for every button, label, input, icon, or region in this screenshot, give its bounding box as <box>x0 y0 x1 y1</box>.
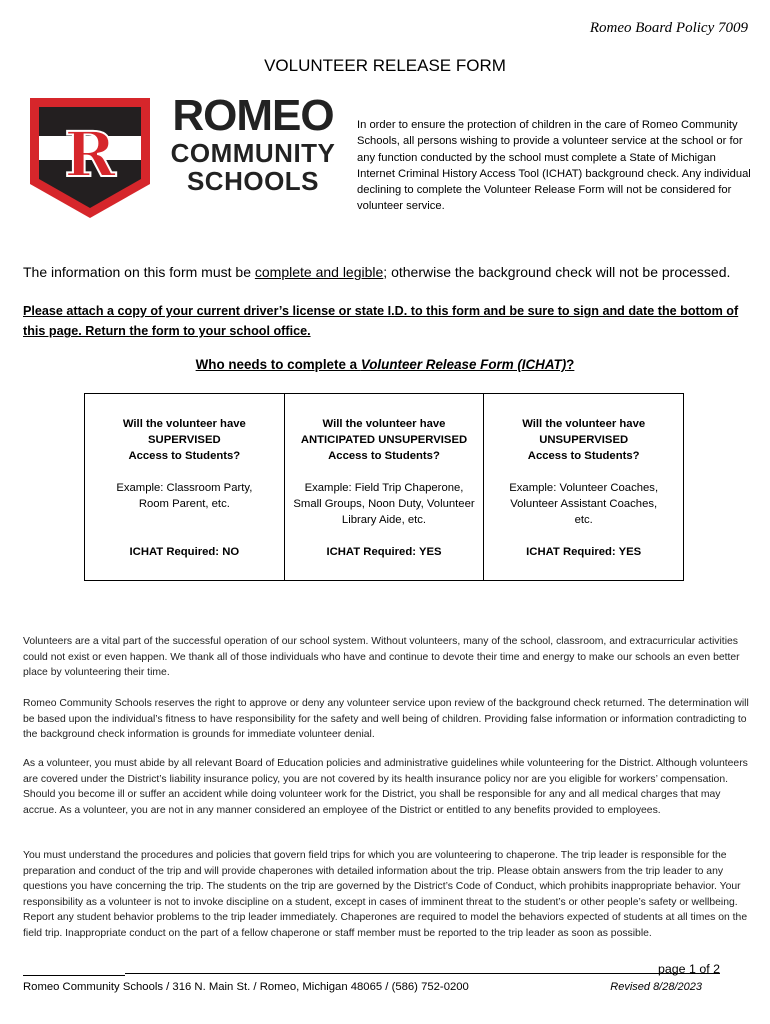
column-heading <box>484 416 683 464</box>
form-title: VOLUNTEER RELEASE FORM <box>264 56 506 75</box>
wordmark-line-3: SCHOOLS <box>186 166 320 196</box>
wordmark-line-2: COMMUNITY <box>170 138 336 168</box>
column-heading <box>85 416 284 464</box>
paragraph-policies-insurance: As a volunteer, you must abide by all relevant Board of Education policies and administrative guidelines while volunteering for the District. Although volunteers are covered under the District’s liability insurance policy, you are not covered by its health insurance policy nor are you eligible for workers’ compensation. Should you become ill or suffer an accident while doing volunteer work for the District, you shall be responsible for any and all medical charges that may accrue. As a volunteer, you are not in any manner considered an employee of the District or entitled to any benefits provided to employees. <box>23 758 748 816</box>
heading-line: SUPERVISED <box>148 434 221 446</box>
paragraph-field-trips: You must understand the procedures and policies that govern field trips for which you are volunteering to chaperone. The trip leader is responsible for the preparation and conduct of the trip and will provide chaperones with detailed information about the trip. Please obtain answers from the trip leader to any questions you have concerning the trip. The students on the trip are governed by the District’s Code of Conduct, which prohibits inappropriate behavior. Your responsibility as a volunteer is not to invoke discipline on a student, except in cases of imminent threat to the student’s or other people’s safety or wellbeing. Report any student behavior problems to the trip leader immediately. Chaperones are required to model the behaviors expected of students at all times on the field trip. Inappropriate conduct on the part of a fellow chaperone or staff member must be reported to the trip leader as soon as possible. <box>23 850 748 939</box>
info-text-after: ; otherwise the background check will not be processed. <box>383 264 731 280</box>
heading-line: Access to Students? <box>328 450 440 462</box>
heading-line: Will the volunteer have <box>322 418 446 430</box>
ichat-required-value: ICHAT Required: YES <box>326 546 442 558</box>
intro-paragraph: In order to ensure the protection of children in the care of Romeo Community Schools, all persons wishing to provide a volunteer service at the school or for any function conducted by the school must complete a State of Michigan Internet Criminal History Access Tool (ICHAT) background check. Any individual declining to complete the Volunteer Release Form will not be considered for volunteer service. <box>357 119 751 213</box>
footer-address: Romeo Community Schools / 316 N. Main St. / Romeo, Michigan 48065 / (586) 752-0200 <box>23 981 469 993</box>
column-example <box>488 480 679 528</box>
who-text-before: Who needs to complete a <box>195 357 361 372</box>
table-column-supervised <box>85 394 285 580</box>
emblem-letter: R <box>64 118 116 191</box>
heading-line: UNSUPERVISED <box>539 434 629 446</box>
ichat-requirement-table <box>84 393 684 581</box>
footer-rule <box>125 973 720 974</box>
info-text-underlined: complete and legible <box>254 264 384 280</box>
table-column-anticipated-unsupervised <box>285 394 485 580</box>
policy-reference: Romeo Board Policy 7009 <box>589 20 748 36</box>
info-text-before: The information on this form must be <box>23 264 255 280</box>
school-wordmark <box>168 91 338 196</box>
column-heading <box>285 416 484 464</box>
school-shield-logo <box>28 96 152 220</box>
attach-license-notice: Please attach a copy of your current driver’s license or state I.D. to this form and be sure to sign and date the bottom of this page. Return the form to your school office. <box>23 304 739 338</box>
example-line: etc. <box>574 514 593 526</box>
example-line: Example: Field Trip Chaperone, <box>304 482 464 494</box>
ichat-required-value: ICHAT Required: YES <box>526 546 642 558</box>
example-line: Volunteer Assistant Coaches, <box>510 498 658 510</box>
heading-line: Will the volunteer have <box>122 418 246 430</box>
paragraph-approval-rights: Romeo Community Schools reserves the right to approve or deny any volunteer service upon review of the background check returned. The determination will be based upon the individual’s fitness to have responsibility for the safety and well being of children. Providing false information or information contradicting to the background check information is grounds for immediate volunteer denial. <box>23 698 749 741</box>
paragraph-volunteer-thanks: Volunteers are a vital part of the successful operation of our school system. Without volunteers, many of the school, classroom, and extracurricular activities could not exist or even happen. We thank all of those individuals who have and continue to devote their time and energy to make our schools an even better place by volunteering their time. <box>23 636 740 679</box>
heading-line: ANTICIPATED UNSUPERVISED <box>300 434 468 446</box>
example-line: Example: Volunteer Coaches, <box>509 482 659 494</box>
wordmark-line-1: ROMEO <box>172 91 334 140</box>
example-line: Library Aide, etc. <box>341 514 427 526</box>
example-line: Room Parent, etc. <box>138 498 230 510</box>
example-line: Small Groups, Noon Duty, Volunteer <box>293 498 475 510</box>
heading-line: Access to Students? <box>128 450 241 462</box>
table-column-unsupervised <box>484 394 683 580</box>
who-needs-heading <box>0 357 770 372</box>
example-line: Example: Classroom Party, <box>116 482 253 494</box>
page-number: page 1 of 2 <box>657 962 720 976</box>
column-example <box>289 480 480 528</box>
revision-date: Revised 8/28/2023 <box>610 981 702 993</box>
ichat-required-value: ICHAT Required: NO <box>129 546 240 558</box>
info-requirement-line <box>23 264 730 280</box>
who-text-after: ? <box>566 357 575 372</box>
heading-line: Will the volunteer have <box>522 418 646 430</box>
column-example <box>89 480 280 512</box>
who-text-italic: Volunteer Release Form (ICHAT) <box>360 357 567 372</box>
heading-line: Access to Students? <box>527 450 640 462</box>
signature-line <box>23 975 125 976</box>
